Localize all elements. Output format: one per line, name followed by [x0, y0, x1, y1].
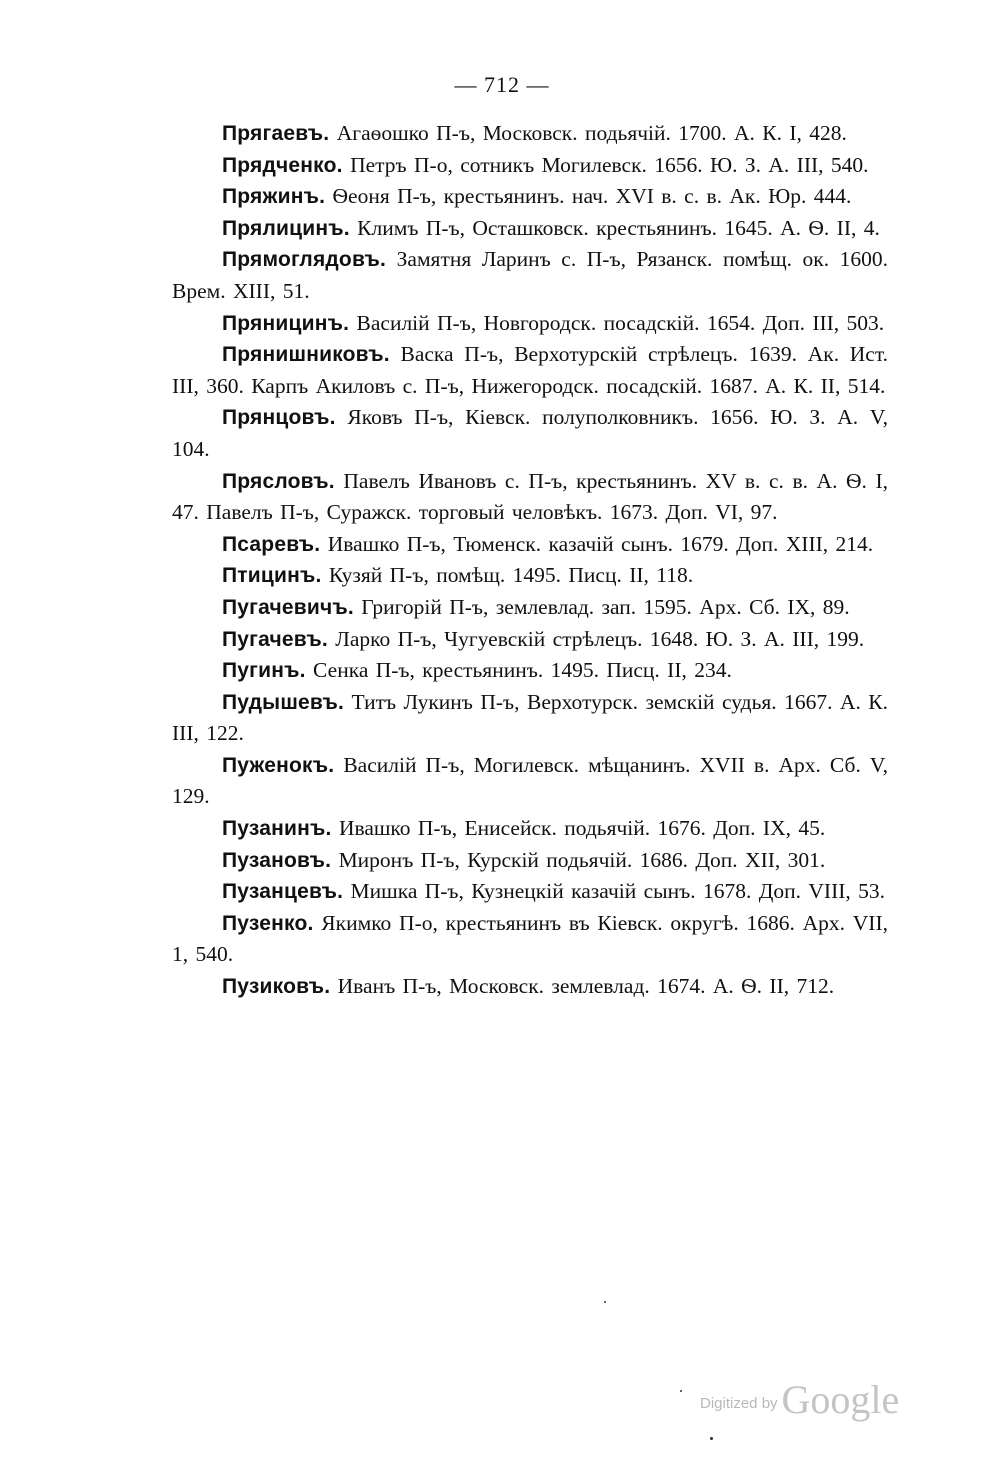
entry-surname: Прянцовъ.: [222, 406, 336, 430]
dictionary-entry: [172, 529, 888, 561]
entry-text: Якимко П-о, крестьянинъ въ Кіевск. округѣ. 1686. Арх. VII, 1, 540.: [172, 910, 888, 967]
entry-surname: Прягаевъ.: [222, 122, 330, 145]
google-watermark: [700, 1370, 910, 1420]
entry-surname: Прядченко.: [222, 153, 343, 177]
dictionary-entries: [172, 118, 888, 1003]
entry-text: Яковъ П-ъ, Кіевск. полуполковникъ. 1656. Ю. З. А. V, 104.: [172, 405, 888, 461]
entry-text: Ѳеоня П-ъ, крестьянинъ. нач. XVI в. с. в. Ак. Юр. 444.: [332, 184, 852, 209]
entry-text: Титъ Лукинъ П-ъ, Верхотурск. земскій судья. 1667. А. К. III, 122.: [172, 689, 889, 746]
entry-text: Ларко П-ъ, Чугуевскій стрѣлецъ. 1648. Ю. З. А. III, 199.: [335, 626, 865, 651]
entry-surname: Пузановъ.: [222, 848, 332, 872]
entry-text: Мишка П-ъ, Кузнецкій казачій сынъ. 1678. Доп. VIII, 53.: [350, 879, 886, 904]
entry-text: Замятня Ларинъ с. П-ъ, Рязанск. помѣщ. ок. 1600. Врем. XIII, 51.: [172, 247, 889, 303]
entry-surname: Пугинъ.: [222, 659, 306, 683]
entry-text: Павелъ Ивановъ с. П-ъ, крестьянинъ. XV в. с. в. А. Ѳ. I, 47. Павелъ П-ъ, Суражск. торговый человѣкъ. 1673. Доп. VI, 97.: [172, 468, 889, 525]
entry-surname: Пузиковъ.: [222, 975, 331, 999]
entry-surname: Пряницинъ.: [222, 311, 350, 335]
scan-speck: [604, 1301, 606, 1303]
page-number: — 712 —: [454, 72, 550, 97]
entry-text: Васка П-ъ, Верхотурскій стрѣлецъ. 1639. Ак. Ист. III, 360. Карпъ Акиловъ с. П-ъ, Нижегородск. посадскій. 1687. А. К. II, 514.: [172, 342, 889, 398]
dictionary-entry: [172, 118, 888, 150]
dictionary-entry: [172, 750, 888, 813]
entry-surname: Пузанцевъ.: [222, 880, 344, 904]
dictionary-entry: [172, 655, 888, 687]
watermark-digitized-by: Digitized by: [700, 1395, 778, 1412]
entry-surname: Прялицинъ.: [222, 216, 350, 240]
dictionary-entry: [172, 971, 888, 1003]
dictionary-entry: [172, 244, 888, 307]
entry-text: Григорій П-ъ, землевлад. зап. 1595. Арх. Сб. IX, 89.: [361, 594, 850, 619]
entry-surname: Псаревъ.: [222, 532, 321, 556]
dictionary-entry: [172, 181, 888, 213]
dictionary-entry: [172, 592, 888, 624]
scan-speck: [710, 1437, 713, 1440]
entry-text: Василій П-ъ, Могилевск. мѣщанинъ. XVII в. Арх. Сб. V, 129.: [172, 752, 889, 809]
entry-surname: Пугачевичъ.: [222, 595, 354, 619]
dictionary-entry: [172, 560, 888, 592]
entry-text: Василій П-ъ, Новгородск. посадскій. 1654. Доп. III, 503.: [356, 310, 885, 335]
entry-text: Петръ П-о, сотникъ Могилевск. 1656. Ю. З. А. III, 540.: [350, 152, 869, 177]
entry-text: Иванъ П-ъ, Московск. землевлад. 1674. А. Ѳ. II, 712.: [337, 974, 835, 999]
dictionary-entry: [172, 339, 888, 402]
scan-speck: [680, 1390, 682, 1392]
entry-surname: Пузанинъ.: [222, 817, 332, 841]
dictionary-entry: [172, 624, 888, 656]
entry-surname: Пуженокъ.: [222, 753, 335, 777]
entry-surname: Птицинъ.: [222, 564, 322, 588]
entry-text: Ивашко П-ъ, Енисейск. подьячій. 1676. Доп. IX, 45.: [338, 816, 826, 841]
entry-surname: Пузенко.: [222, 911, 314, 935]
dictionary-entry: [172, 813, 888, 845]
dictionary-entry: [172, 466, 888, 529]
entry-text: Ивашко П-ъ, Тюменск. казачій сынъ. 1679. Доп. XIII, 214.: [327, 531, 874, 556]
entry-surname: Пудышевъ.: [222, 690, 345, 714]
dictionary-entry: [172, 308, 888, 340]
dictionary-entry: [172, 150, 888, 182]
entry-text: Климъ П-ъ, Осташковск. крестьянинъ. 1645. А. Ѳ. II, 4.: [357, 215, 880, 240]
entry-text: Миронъ П-ъ, Курскій подьячій. 1686. Доп. XII, 301.: [338, 847, 826, 872]
entry-surname: Прянишниковъ.: [222, 343, 390, 367]
entry-text: Сенка П-ъ, крестьянинъ. 1495. Писц. II, 234.: [313, 658, 732, 683]
dictionary-entry: [172, 402, 888, 465]
entry-surname: Пряжинъ.: [222, 185, 326, 209]
dictionary-entry: [172, 213, 888, 245]
entry-text: Агаѳошко П-ъ, Московск. подьячій. 1700. А. К. I, 428.: [336, 121, 847, 145]
dictionary-entry: [172, 845, 888, 877]
dictionary-entry: [172, 876, 888, 908]
entry-text: Кузяй П-ъ, помѣщ. 1495. Писц. II, 118.: [328, 563, 694, 588]
entry-surname: Прямоглядовъ.: [222, 248, 387, 272]
entry-surname: Прясловъ.: [222, 469, 335, 493]
watermark-google-logo: Google: [781, 1377, 900, 1422]
dictionary-entry: [172, 908, 888, 971]
dictionary-entry: [172, 687, 888, 750]
entry-surname: Пугачевъ.: [222, 627, 328, 651]
